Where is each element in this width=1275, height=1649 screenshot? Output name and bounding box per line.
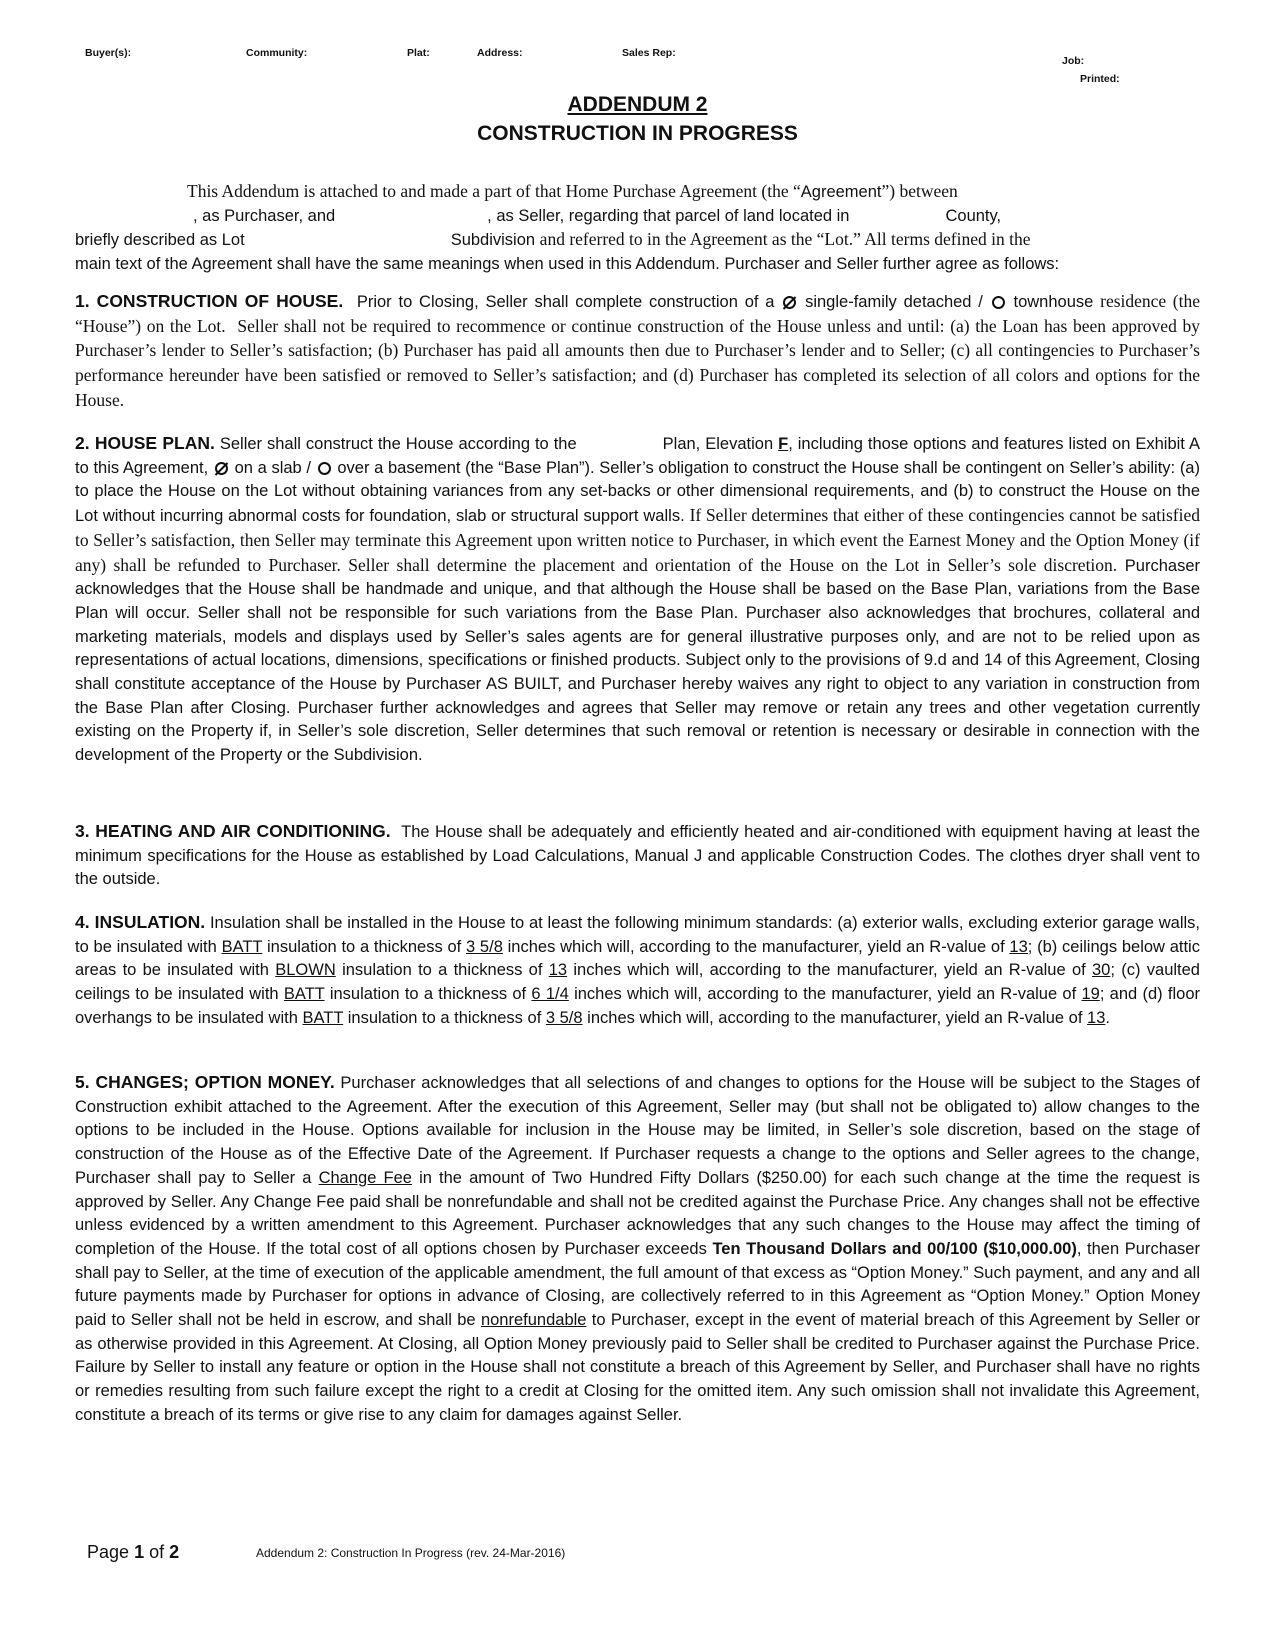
option-money-threshold: Ten Thousand Dollars and 00/100 ($10,000.00) <box>712 1239 1077 1258</box>
nonrefundable-term: nonrefundable <box>480 1311 587 1330</box>
address-label: Address: <box>477 47 523 59</box>
intro-paragraph: This Addendum is attached to and made a part of that Home Purchase Agreement (the “Agreement”) between , as Purchaser, and , as Seller, regarding that parcel of land located in County, briefly described as Lot Subdivision and referred to in the Agreement as the “Lot.” All terms defined in the main text of the Agreement shall have the same meanings when used in this Addendum. Purchaser and Seller further agree as follows: <box>75 181 1060 274</box>
insulation-type-ceilings: BLOWN <box>275 961 336 980</box>
section-2-heading: 2. HOUSE PLAN. <box>75 433 215 453</box>
buyers-label: Buyer(s): <box>85 47 132 59</box>
townhouse-radio <box>992 296 1005 309</box>
section-4-heading: 4. INSULATION. <box>75 912 206 932</box>
printed-label: Printed: <box>1080 73 1120 85</box>
thickness-floor: 3 5/8 <box>545 1008 583 1027</box>
change-fee-term: Change Fee <box>318 1168 412 1187</box>
page-number: Page 1 of 2 <box>87 1542 180 1562</box>
section-5-heading: 5. CHANGES; OPTION MONEY. <box>75 1072 335 1092</box>
plat-label: Plat: <box>407 47 430 59</box>
thickness-ceilings: 13 <box>548 961 568 980</box>
basement-radio <box>318 462 331 475</box>
insulation-type-vaulted: BATT <box>283 985 325 1004</box>
section-changes-option-money: 5. CHANGES; OPTION MONEY. Purchaser acknowledges that all selections of and changes to options for the House will be subject to the Stages of Construction exhibit attached to the Agreement. After the execution of this Agreement, Seller may (but shall not be obligated to) allow changes to the options to be included in the House. Options available for inclusion in the House may be limited, in Seller’s sole discretion, based on the stage of construction of the House as of the Effective Date of the Agreement. If Purchaser requests a change to the options and Seller agrees to the change, Purchaser shall pay to Seller a Change Fee in the amount of Two Hundred Fifty Dollars ($250.00) for each such change at the time the request is approved by Seller. Any Change Fee paid shall be nonrefundable and shall not be credited against the Purchase Price. Any changes shall not be effective unless evidenced by a written amendment to this Agreement. Purchaser acknowledges that any such changes to the House may affect the timing of completion of the House. If the total cost of all options chosen by Purchaser exceeds Ten Thousand Dollars and 00/100 ($10,000.00), then Purchaser shall pay to Seller, at the time of execution of the applicable amendment, the full amount of that excess as “Option Money.” Such payment, and any and all future payments made by Purchaser for options in advance of Closing, are collectively referred to in this Agreement as “Option Money.” Option Money paid to Seller shall not be held in escrow, and shall be nonrefundable to Purchaser, except in the event of material breach of this Agreement by Seller or as otherwise provided in this Agreement. At Closing, all Option Money previously paid to Seller shall be credited to Purchaser against the Purchase Price. Failure by Seller to install any feature or option in the House shall not constitute a breach of this Agreement by Seller, and Purchaser shall have no rights or remedies resulting from such failure except the right to a credit at Closing for the omitted item. Any such omission shall not invalidate this Agreement, constitute a breach of its terms or give rise to any claim for damages against Seller. <box>75 1072 1201 1424</box>
slab-radio-checked <box>215 462 228 475</box>
section-heating-air: 3. HEATING AND AIR CONDITIONING. The House shall be adequately and efficiently heated and air-conditioned with equipment having at least the minimum specifications for the House as established by Load Calculations, Manual J and applicable Construction Codes. The clothes dryer shall vent to the outside. <box>75 821 1200 889</box>
thickness-vaulted: 6 1/4 <box>531 985 569 1004</box>
section-house-plan: 2. HOUSE PLAN. Seller shall construct the House according to the Plan, Elevation F, including those options and features listed on Exhibit A to this Agreement, on a slab / over a basement (the “Base Plan”). Seller’s obligation to construct the House shall be contingent on Seller’s ability: (a) to place the House on the Lot without obtaining variances from any set-backs or other dimensional requirements, and (b) to construct the House on the Lot without incurring abnormal costs for foundation, slab or structural support walls. If Seller determines that either of these contingencies cannot be satisfied to Seller’s satisfaction, then Seller may terminate this Agreement upon written notice to Purchaser, in which event the Earnest Money and the Option Money (if any) shall be refunded to Purchaser. Seller shall determine the placement and orientation of the House on the Lot in Seller’s sole discretion. Purchaser acknowledges that the House shall be handmade and unique, and that although the House shall be based on the Base Plan, variations from the Base Plan will occur. Seller shall not be responsible for such variations from the Base Plan. Purchaser also acknowledges that brochures, collateral and marketing materials, models and displays used by Seller’s sales agents are for general illustrative purposes only, and are not to be relied upon as representations of actual locations, dimensions, specifications or finished products. Subject only to the provisions of 9.d and 14 of this Agreement, Closing shall constitute acceptance of the House by Purchaser AS BUILT, and Purchaser hereby waives any right to object to any variation in construction from the Base Plan after Closing. Purchaser further acknowledges and agrees that Seller may remove or retain any trees and other vegetation currently existing on the Property if, in Seller’s sole discretion, Seller determines that such removal or retention is necessary or desirable in connection with the development of the Property or the Subdivision. <box>75 433 1200 765</box>
r-value-floor: 13 <box>1087 1008 1106 1027</box>
section-construction-of-house: 1. CONSTRUCTION OF HOUSE. Prior to Closing, Seller shall complete construction of a single-family detached / townhouse residence (the “House”) on the Lot. Seller shall not be required to recommence or continue construction of the House unless and until: (a) the Loan has been approved by Purchaser’s lender to Seller’s satisfaction; (b) Purchaser has paid all amounts then due to Purchaser’s lender and to Seller; (c) all contingencies to Purchaser’s performance hereunder have been satisfied or removed to Seller’s satisfaction; and (d) Purchaser has completed its selection of all colors and options for the House. <box>75 291 1200 410</box>
document-subtitle: CONSTRUCTION IN PROGRESS <box>477 122 798 145</box>
elevation-value: F <box>778 435 789 453</box>
community-label: Community: <box>246 47 308 59</box>
section-1-heading: 1. CONSTRUCTION OF HOUSE. <box>75 291 344 311</box>
job-label: Job: <box>1062 55 1085 67</box>
section-insulation: 4. INSULATION. Insulation shall be installed in the House to at least the following minimum standards: (a) exterior walls, excluding exterior garage walls, to be insulated with BATT insulation to a thickness of 3 5/8 inches which will, according to the manufacturer, yield an R-value of 13; (b) ceilings below attic areas to be insulated with BLOWN insulation to a thickness of 13 inches which will, according to the manufacturer, yield an R-value of 30; (c) vaulted ceilings to be insulated with BATT insulation to a thickness of 6 1/4 inches which will, according to the manufacturer, yield an R-value of 19; and (d) floor overhangs to be insulated with BATT insulation to a thickness of 3 5/8 inches which will, according to the manufacturer, yield an R-value of 13. <box>75 912 1201 1027</box>
single-family-radio-checked <box>783 296 796 309</box>
r-value-ceilings: 30 <box>1092 961 1111 980</box>
r-value-vaulted: 19 <box>1081 985 1100 1004</box>
document-revision: Addendum 2: Construction In Progress (rev. 24-Mar-2016) <box>256 1546 566 1560</box>
section-3-heading: 3. HEATING AND AIR CONDITIONING. <box>75 821 391 841</box>
r-value-walls: 13; <box>1009 937 1033 956</box>
insulation-type-floor: BATT <box>302 1008 344 1027</box>
insulation-type-walls: BATT <box>221 937 263 956</box>
thickness-walls: 3 5/8 <box>466 937 503 956</box>
sales-rep-label: Sales Rep: <box>622 47 676 59</box>
document-title: ADDENDUM 2 <box>567 93 708 116</box>
